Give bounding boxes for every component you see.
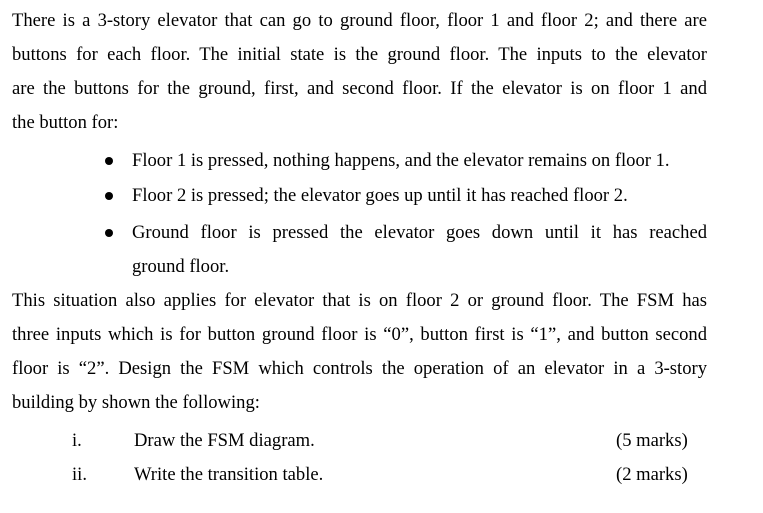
- bullet-text: Floor 1 is pressed, nothing happens, and the elevator remains on floor 1.: [132, 150, 670, 171]
- body-line-3: floor is “2”. Design the FSM which controls the operation of an elevator in a 3-story: [12, 358, 707, 379]
- body-line-1: This situation also applies for elevator that is on floor 2 or ground floor. The FSM has: [12, 290, 707, 311]
- intro-line-2: buttons for each floor. The initial state is the ground floor. The inputs to the elevator: [12, 44, 707, 65]
- intro-line-3: are the buttons for the ground, first, and second floor. If the elevator is on floor 1 and: [12, 78, 707, 99]
- bullet-text-line-1: Ground floor is pressed the elevator goes down until it has reached: [132, 222, 707, 243]
- bullet-text-line-2: ground floor.: [132, 256, 230, 277]
- bullet-icon: [105, 192, 113, 200]
- task-text: Draw the FSM diagram.: [134, 430, 315, 451]
- body-line-4: building by shown the following:: [12, 392, 260, 413]
- intro-line-4: the button for:: [12, 112, 119, 133]
- bullet-icon: [105, 229, 113, 237]
- task-marks: (5 marks): [616, 430, 688, 451]
- task-marks: (2 marks): [616, 464, 688, 485]
- task-numeral: i.: [72, 430, 82, 451]
- body-line-2: three inputs which is for button ground floor is “0”, button first is “1”, and button second: [12, 324, 707, 345]
- task-numeral: ii.: [72, 464, 87, 485]
- task-text: Write the transition table.: [134, 464, 324, 485]
- bullet-text: Floor 2 is pressed; the elevator goes up until it has reached floor 2.: [132, 185, 628, 206]
- bullet-icon: [105, 157, 113, 165]
- intro-line-1: There is a 3-story elevator that can go to ground floor, floor 1 and floor 2; and there are: [12, 10, 707, 31]
